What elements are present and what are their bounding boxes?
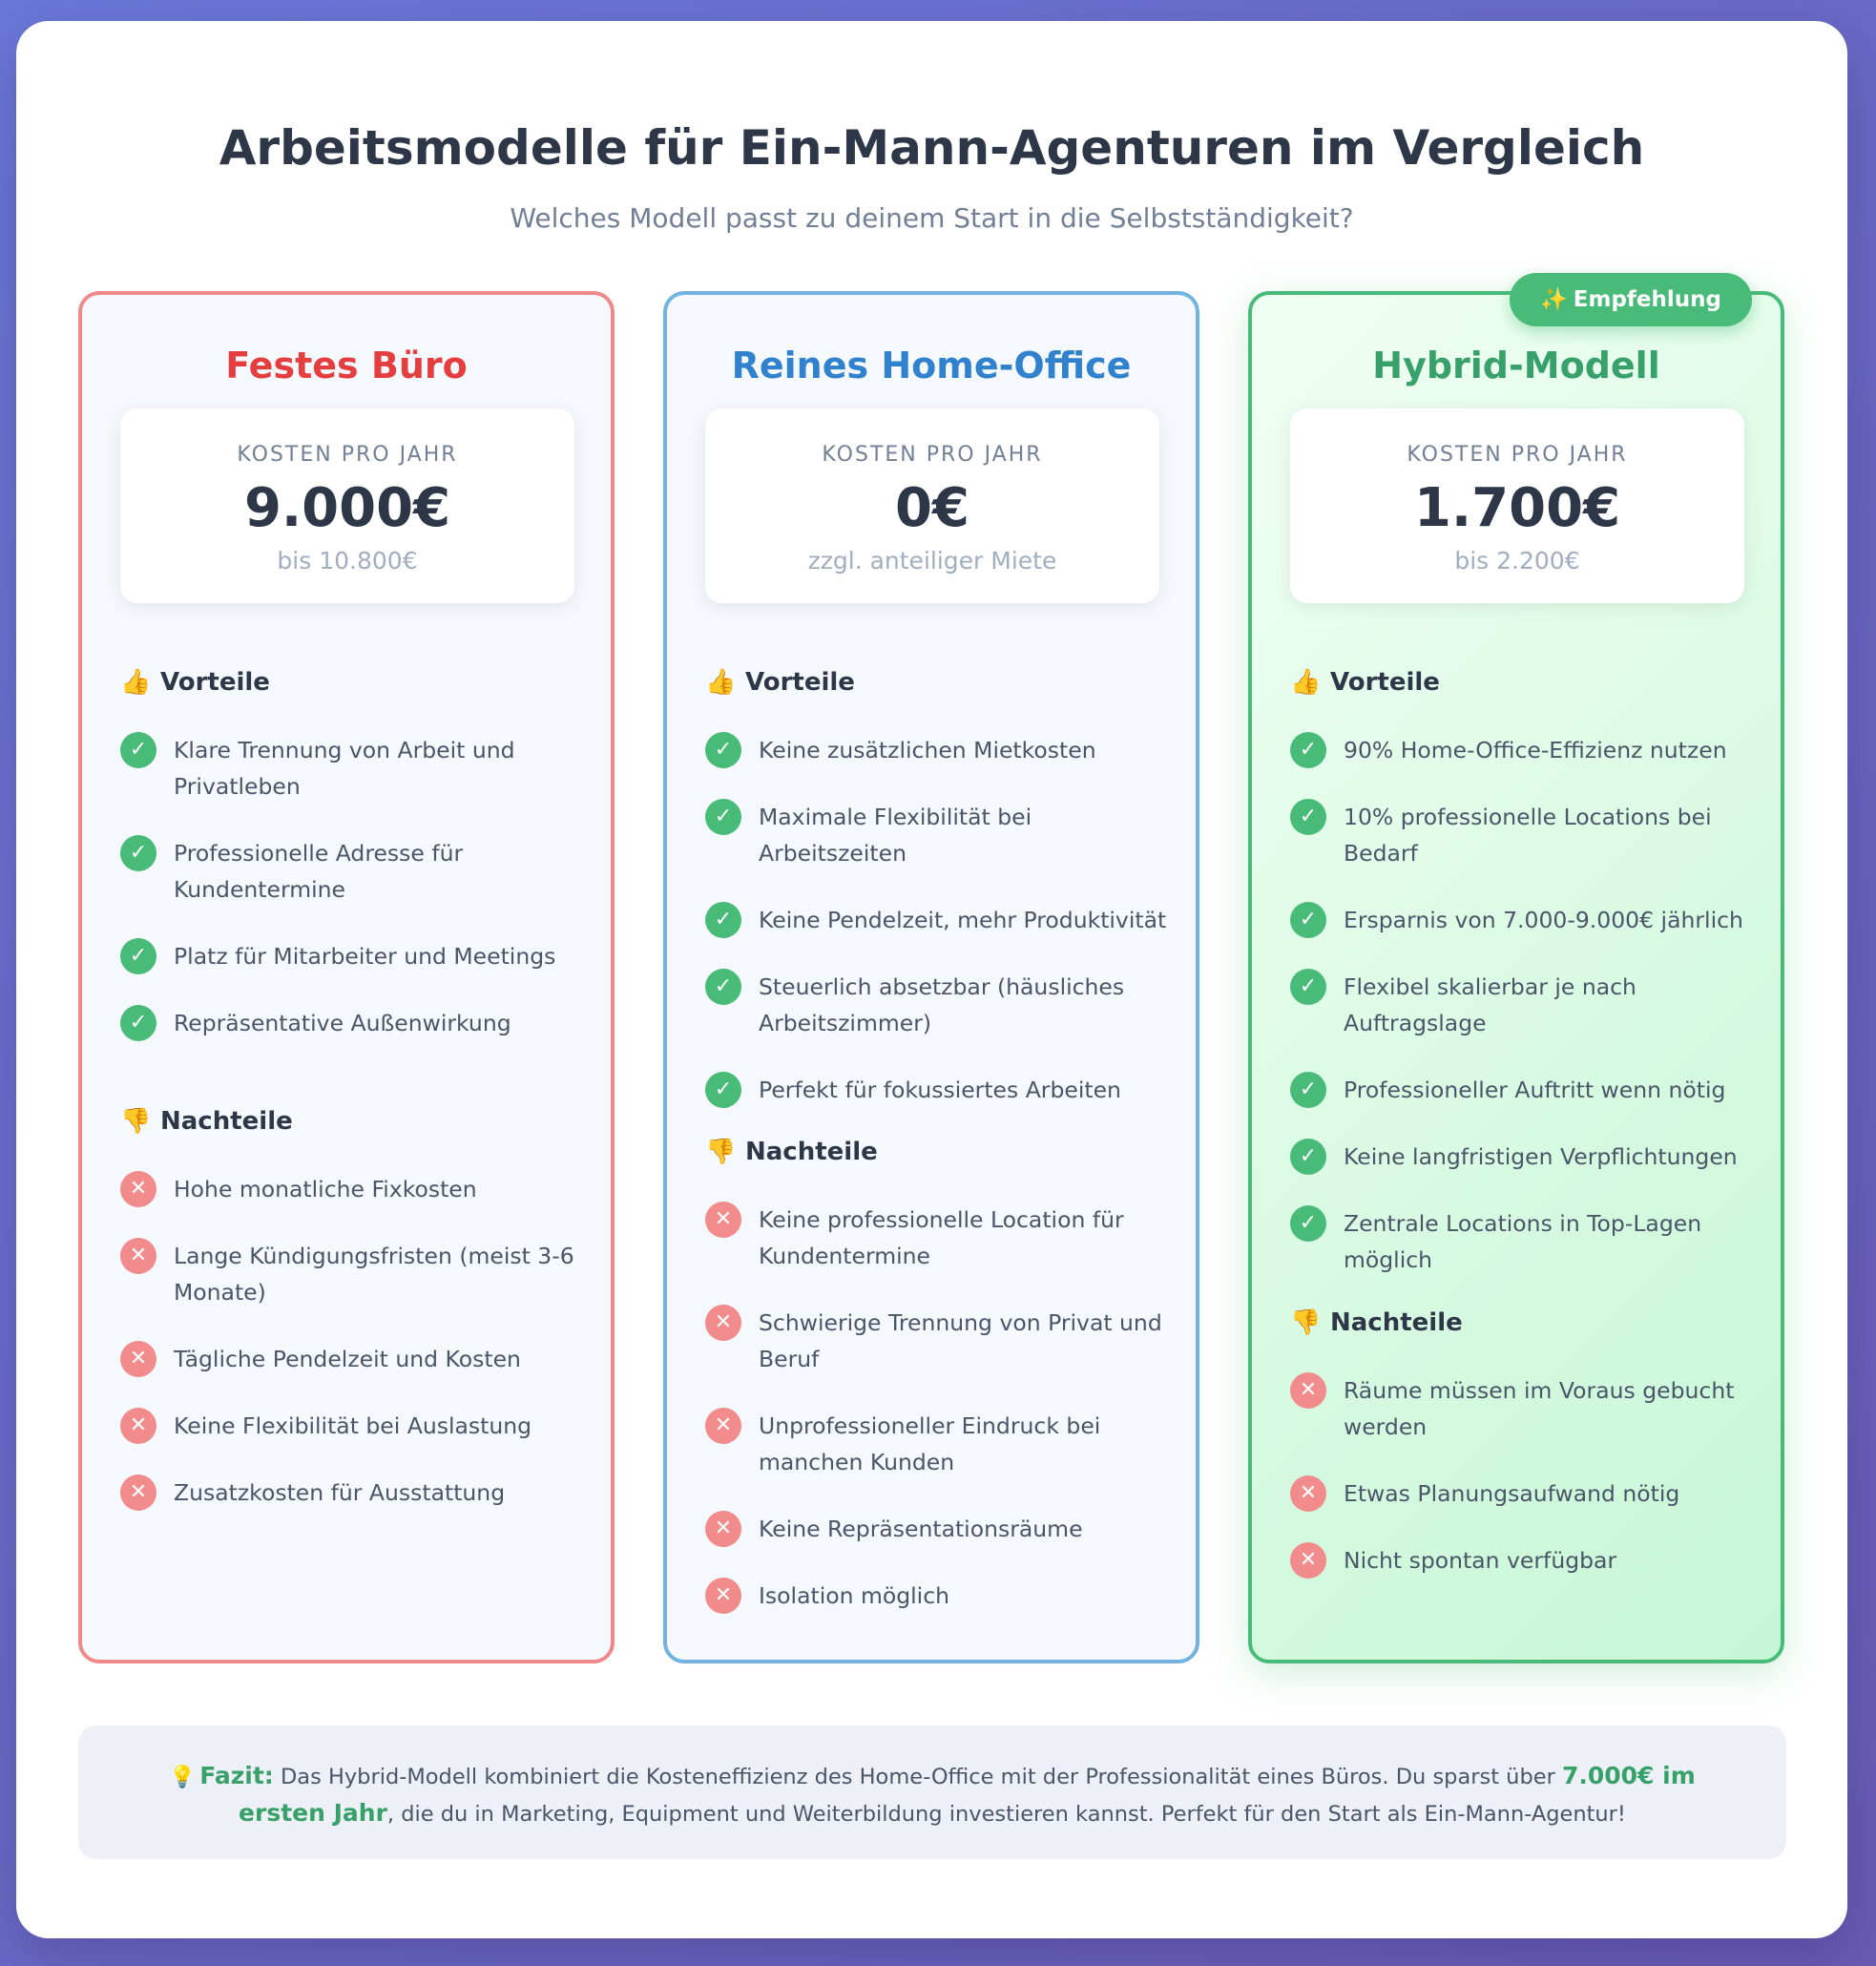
list-item-text: 10% professionelle Locations bei Bedarf <box>1344 804 1712 867</box>
list-item-text: Tägliche Pendelzeit und Kosten <box>174 1346 521 1372</box>
list-item <box>120 1238 588 1310</box>
cost-value: 0€ <box>895 477 969 539</box>
cross-icon: ✕ <box>705 1408 741 1444</box>
page-title: Arbeitsmodelle für Ein-Mann-Agenturen im Vergleich <box>219 120 1645 176</box>
thumbs-up-icon: 👍 <box>705 668 737 697</box>
list-item <box>120 1341 588 1377</box>
cross-icon: ✕ <box>705 1305 741 1341</box>
list-item <box>1290 1372 1758 1445</box>
pros-heading <box>705 663 1173 701</box>
cost-sub: zzgl. anteiliger Miete <box>807 547 1057 575</box>
list-item <box>1290 1205 1758 1278</box>
cost-label: KOSTEN PRO JAHR <box>822 443 1043 467</box>
list-item-text: Klare Trennung von Arbeit und Privatleben <box>174 737 515 800</box>
list-item <box>705 1408 1173 1480</box>
cross-icon: ✕ <box>1290 1542 1326 1579</box>
list-item-text: Perfekt für fokussiertes Arbeiten <box>759 1077 1121 1103</box>
list-item-text: Zentrale Locations in Top-Lagen möglich <box>1344 1210 1702 1273</box>
cons-heading <box>120 1102 588 1140</box>
list-item <box>705 1202 1173 1274</box>
list-item <box>705 902 1173 938</box>
pros-section <box>1290 663 1758 1308</box>
cons-list <box>705 1202 1173 1614</box>
list-item-text: Keine Flexibilität bei Auslastung <box>174 1412 532 1439</box>
cons-heading <box>1290 1304 1758 1342</box>
list-item-text: Etwas Planungsaufwand nötig <box>1344 1480 1680 1507</box>
list-item <box>120 1474 588 1511</box>
list-item-text: Platz für Mitarbeiter und Meetings <box>174 943 556 970</box>
list-item <box>705 1072 1173 1108</box>
cons-section <box>1290 1304 1758 1609</box>
check-icon: ✓ <box>120 938 156 974</box>
pros-list <box>705 732 1173 1108</box>
check-icon: ✓ <box>1290 799 1326 835</box>
cost-sub: bis 10.800€ <box>277 547 418 575</box>
pros-heading <box>1290 663 1758 701</box>
cons-list <box>120 1171 588 1511</box>
cross-icon: ✕ <box>120 1474 156 1511</box>
pros-heading-label: Vorteile <box>745 668 855 697</box>
list-item <box>1290 732 1758 768</box>
cost-value: 9.000€ <box>243 477 451 539</box>
cross-icon: ✕ <box>120 1341 156 1377</box>
lightbulb-icon: 💡 <box>169 1765 197 1789</box>
list-item-text: Maximale Flexibilität bei Arbeitszeiten <box>759 804 1032 867</box>
list-item-text: Lange Kündigungsfristen (meist 3-6 Monate) <box>174 1243 574 1306</box>
summary-text-after: , die du in Marketing, Equipment und Weiterbildung investieren kannst. Perfekt für den Start als Ein-Mann-Agentur! <box>386 1802 1626 1827</box>
card-title: Hybrid-Modell <box>1372 345 1660 387</box>
cons-heading <box>705 1133 1173 1171</box>
list-item <box>1290 799 1758 871</box>
check-icon: ✓ <box>705 799 741 835</box>
list-item-text: Repräsentative Außenwirkung <box>174 1010 511 1036</box>
pros-heading <box>120 663 588 701</box>
list-item-text: Steuerlich absetzbar (häusliches Arbeitszimmer) <box>759 973 1125 1036</box>
list-item <box>705 1578 1173 1614</box>
cons-list <box>1290 1372 1758 1579</box>
cross-icon: ✕ <box>705 1202 741 1238</box>
list-item <box>120 938 588 974</box>
summary-box <box>78 1725 1786 1859</box>
list-item-text: Keine langfristigen Verpflichtungen <box>1344 1143 1738 1170</box>
card-home-office <box>663 291 1199 1663</box>
cons-heading-label: Nachteile <box>1330 1308 1463 1337</box>
list-item-text: 90% Home-Office-Effizienz nutzen <box>1344 737 1727 763</box>
cost-value: 1.700€ <box>1413 477 1621 539</box>
cross-icon: ✕ <box>705 1511 741 1547</box>
card-hybrid-modell <box>1248 287 1784 1663</box>
list-item <box>1290 1475 1758 1512</box>
recommendation-badge <box>1510 273 1752 326</box>
list-item-text: Keine Repräsentationsräume <box>759 1516 1083 1542</box>
check-icon: ✓ <box>1290 902 1326 938</box>
card-title: Festes Büro <box>225 345 468 387</box>
list-item-text: Schwierige Trennung von Privat und Beruf <box>759 1309 1162 1372</box>
cross-icon: ✕ <box>120 1238 156 1274</box>
thumbs-up-icon: 👍 <box>1290 668 1322 697</box>
summary-text-before: Das Hybrid-Modell kombiniert die Kosteneffizienz des Home-Office mit der Professionalität eines Büros. Du sparst über <box>280 1765 1555 1789</box>
list-item-text: Keine Pendelzeit, mehr Produktivität <box>759 907 1167 933</box>
list-item <box>1290 969 1758 1041</box>
cross-icon: ✕ <box>1290 1372 1326 1409</box>
check-icon: ✓ <box>1290 1072 1326 1108</box>
pros-heading-label: Vorteile <box>1330 668 1440 697</box>
check-icon: ✓ <box>1290 1205 1326 1242</box>
list-item-text: Räume müssen im Voraus gebucht werden <box>1344 1377 1735 1440</box>
pros-list <box>1290 732 1758 1278</box>
list-item-text: Zusatzkosten für Ausstattung <box>174 1479 506 1506</box>
card-festes-buero <box>78 291 615 1663</box>
list-item-text: Flexibel skalierbar je nach Auftragslage <box>1344 973 1636 1036</box>
pros-heading-label: Vorteile <box>160 668 270 697</box>
list-item-text: Hohe monatliche Fixkosten <box>174 1176 477 1203</box>
thumbs-up-icon: 👍 <box>120 668 152 697</box>
list-item <box>705 732 1173 768</box>
list-item <box>120 1408 588 1444</box>
list-item-text: Professionelle Adresse für Kundentermine <box>174 840 464 903</box>
check-icon: ✓ <box>120 732 156 768</box>
check-icon: ✓ <box>120 835 156 871</box>
check-icon: ✓ <box>1290 1139 1326 1175</box>
list-item <box>705 799 1173 871</box>
cons-section <box>705 1133 1173 1644</box>
list-item-text: Isolation möglich <box>759 1582 950 1609</box>
list-item <box>1290 902 1758 938</box>
thumbs-down-icon: 👎 <box>120 1107 152 1136</box>
card-title: Reines Home-Office <box>731 345 1132 387</box>
page-subtitle: Welches Modell passt zu deinem Start in die Selbstständigkeit? <box>510 202 1354 234</box>
cost-box <box>705 408 1159 603</box>
list-item-text: Professioneller Auftritt wenn nötig <box>1344 1077 1726 1103</box>
summary-highlight: 7.000€ im ersten Jahr <box>239 1762 1696 1827</box>
list-item-text: Unprofessioneller Eindruck bei manchen Kunden <box>759 1412 1101 1475</box>
list-item <box>1290 1072 1758 1108</box>
cross-icon: ✕ <box>120 1171 156 1207</box>
check-icon: ✓ <box>1290 732 1326 768</box>
pros-section <box>120 663 588 1072</box>
list-item <box>120 732 588 805</box>
pros-list <box>120 732 588 1041</box>
cost-sub: bis 2.200€ <box>1454 547 1580 575</box>
list-item <box>120 835 588 908</box>
list-item-text: Keine zusätzlichen Mietkosten <box>759 737 1096 763</box>
check-icon: ✓ <box>705 1072 741 1108</box>
pros-section <box>705 663 1173 1139</box>
summary-label: Fazit: <box>199 1762 274 1789</box>
list-item-text: Keine professionelle Location für Kundentermine <box>759 1206 1124 1269</box>
check-icon: ✓ <box>705 969 741 1005</box>
cons-heading-label: Nachteile <box>160 1107 293 1136</box>
list-item <box>705 1305 1173 1377</box>
cross-icon: ✕ <box>120 1408 156 1444</box>
cons-section <box>120 1102 588 1541</box>
check-icon: ✓ <box>705 732 741 768</box>
check-icon: ✓ <box>1290 969 1326 1005</box>
list-item <box>705 1511 1173 1547</box>
thumbs-down-icon: 👎 <box>1290 1308 1322 1337</box>
thumbs-down-icon: 👎 <box>705 1138 737 1166</box>
cost-label: KOSTEN PRO JAHR <box>237 443 458 467</box>
sparkles-icon: ✨ <box>1540 287 1568 312</box>
badge-label: Empfehlung <box>1573 287 1721 312</box>
list-item <box>120 1005 588 1041</box>
cost-box <box>1290 408 1744 603</box>
list-item <box>1290 1542 1758 1579</box>
cost-box <box>120 408 574 603</box>
cross-icon: ✕ <box>1290 1475 1326 1512</box>
list-item <box>120 1171 588 1207</box>
check-icon: ✓ <box>705 902 741 938</box>
list-item-text: Ersparnis von 7.000-9.000€ jährlich <box>1344 907 1743 933</box>
list-item <box>1290 1139 1758 1175</box>
cross-icon: ✕ <box>705 1578 741 1614</box>
check-icon: ✓ <box>120 1005 156 1041</box>
cons-heading-label: Nachteile <box>745 1138 878 1166</box>
list-item-text: Nicht spontan verfügbar <box>1344 1547 1617 1574</box>
cost-label: KOSTEN PRO JAHR <box>1407 443 1628 467</box>
list-item <box>705 969 1173 1041</box>
